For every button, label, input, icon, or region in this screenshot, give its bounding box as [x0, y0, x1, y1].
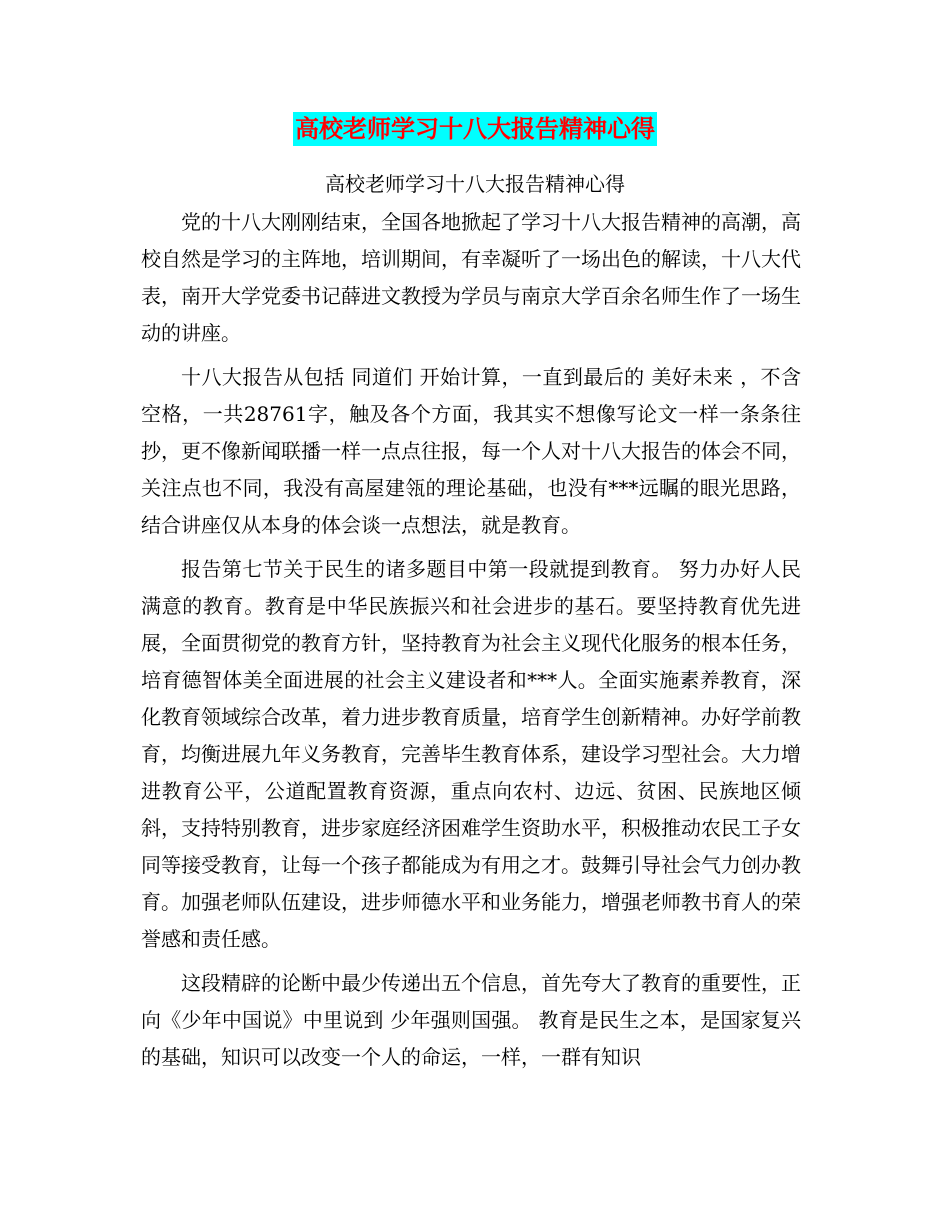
paragraph-1: 党的十八大刚刚结束，全国各地掀起了学习十八大报告精神的高潮，高校自然是学习的主阵地，培训期间，有幸凝听了一场出色的解读，十八大代表，南开大学党委书记薛进文教授为学员与南京大学百余名师生作了一场生动的讲座。 — [141, 210, 801, 345]
document-title: 高校老师学习十八大报告精神心得 — [293, 112, 657, 146]
title-container — [0, 112, 950, 146]
paragraph-4: 这段精辟的论断中最少传递出五个信息，首先夸大了教育的重要性，正向《少年中国说》中里说到 少年强则国强。 教育是民生之本，是国家复兴的基础，知识可以改变一个人的命运，一样，一群有知识 — [141, 971, 801, 1069]
paragraph-2: 十八大报告从包括 同道们 开始计算，一直到最后的 美好未来 ，不含空格，一共28761字，触及各个方面，我其实不想像写论文一样一条条往抄，更不像新闻联播一样一点点往报，每一个人对十八大报告的体会不同，关注点也不同，我没有高屋建瓴的理论基础，也没有***远瞩的眼光思路，结合讲座仅从本身的体会谈一点想法，就是教育。 — [141, 365, 801, 537]
paragraph-3: 报告第七节关于民生的诸多题目中第一段就提到教育。 努力办好人民满意的教育。教育是中华民族振兴和社会进步的基石。要坚持教育优先进展，全面贯彻党的教育方针，坚持教育为社会主义现代化服务的根本任务，培育德智体美全面进展的社会主义建设者和***人。全面实施素养教育，深化教育领域综合改革，着力进步教育质量，培育学生创新精神。办好学前教育，均衡进展九年义务教育，完善毕生教育体系，建设学习型社会。大力增进教育公平，公道配置教育资源，重点向农村、边远、贫困、民族地区倾斜，支持特别教育，进步家庭经济困难学生资助水平，积极推动农民工子女同等接受教育，让每一个孩子都能成为有用之才。鼓舞引导社会气力创办教育。加强老师队伍建设，进步师德水平和业务能力，增强老师教书育人的荣誉感和责任感。 — [141, 557, 801, 951]
document-body — [141, 204, 801, 1083]
document-subtitle: 高校老师学习十八大报告精神心得 — [325, 172, 625, 196]
